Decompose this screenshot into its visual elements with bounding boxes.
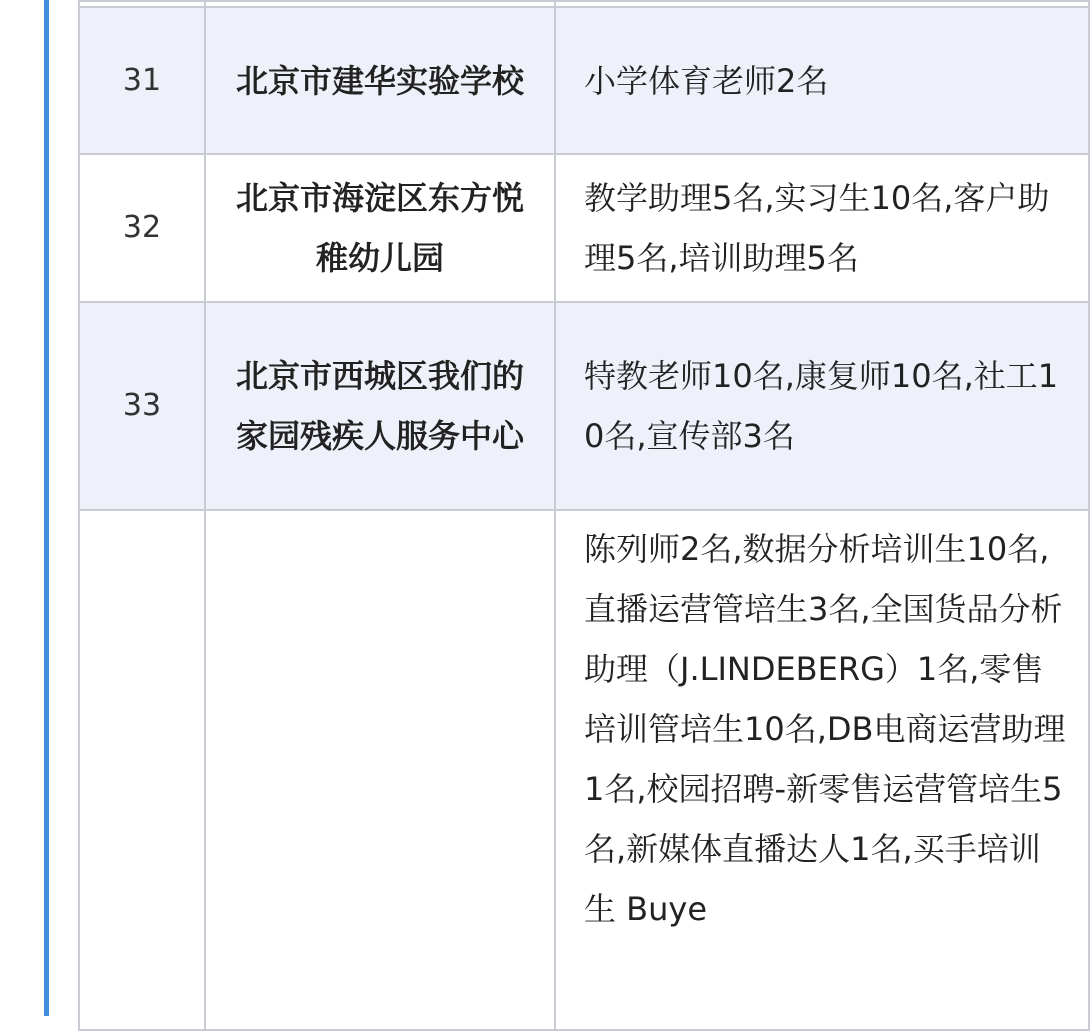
table-row xyxy=(79,154,1089,302)
positions-text: 陈列师2名,数据分析培训生10名,直播运营管培生3名,全国货品分析助理（J.LINDEBERG）1名,零售培训管培生10名,DB电商运营助理1名,校园招聘-新零售运营管培生5名,新媒体直播达人1名,买手培训生 Buye xyxy=(555,510,1089,1030)
positions-text: 小学体育老师2名 xyxy=(555,7,1089,154)
positions-text: 教学助理5名,实习生10名,客户助理5名,培训助理5名 xyxy=(555,154,1089,302)
positions-text: 特教老师10名,康复师10名,社工10名,宣传部3名 xyxy=(555,302,1089,510)
employer-name: 北京市西城区我们的家园残疾人服务中心 xyxy=(205,302,555,510)
employer-name: 北京市海淀区东方悦稚幼儿园 xyxy=(205,154,555,302)
positions-table xyxy=(78,0,1090,1031)
left-frame-border xyxy=(44,0,49,1016)
row-number: 33 xyxy=(79,302,205,510)
row-number xyxy=(79,510,205,1030)
row-number: 32 xyxy=(79,154,205,302)
employer-name: 北京市建华实验学校 xyxy=(205,7,555,154)
table-row xyxy=(79,7,1089,154)
employer-name xyxy=(205,510,555,1030)
table-row xyxy=(79,510,1089,1030)
table-row xyxy=(79,302,1089,510)
row-number: 31 xyxy=(79,7,205,154)
positions-table-container xyxy=(78,0,1066,1016)
